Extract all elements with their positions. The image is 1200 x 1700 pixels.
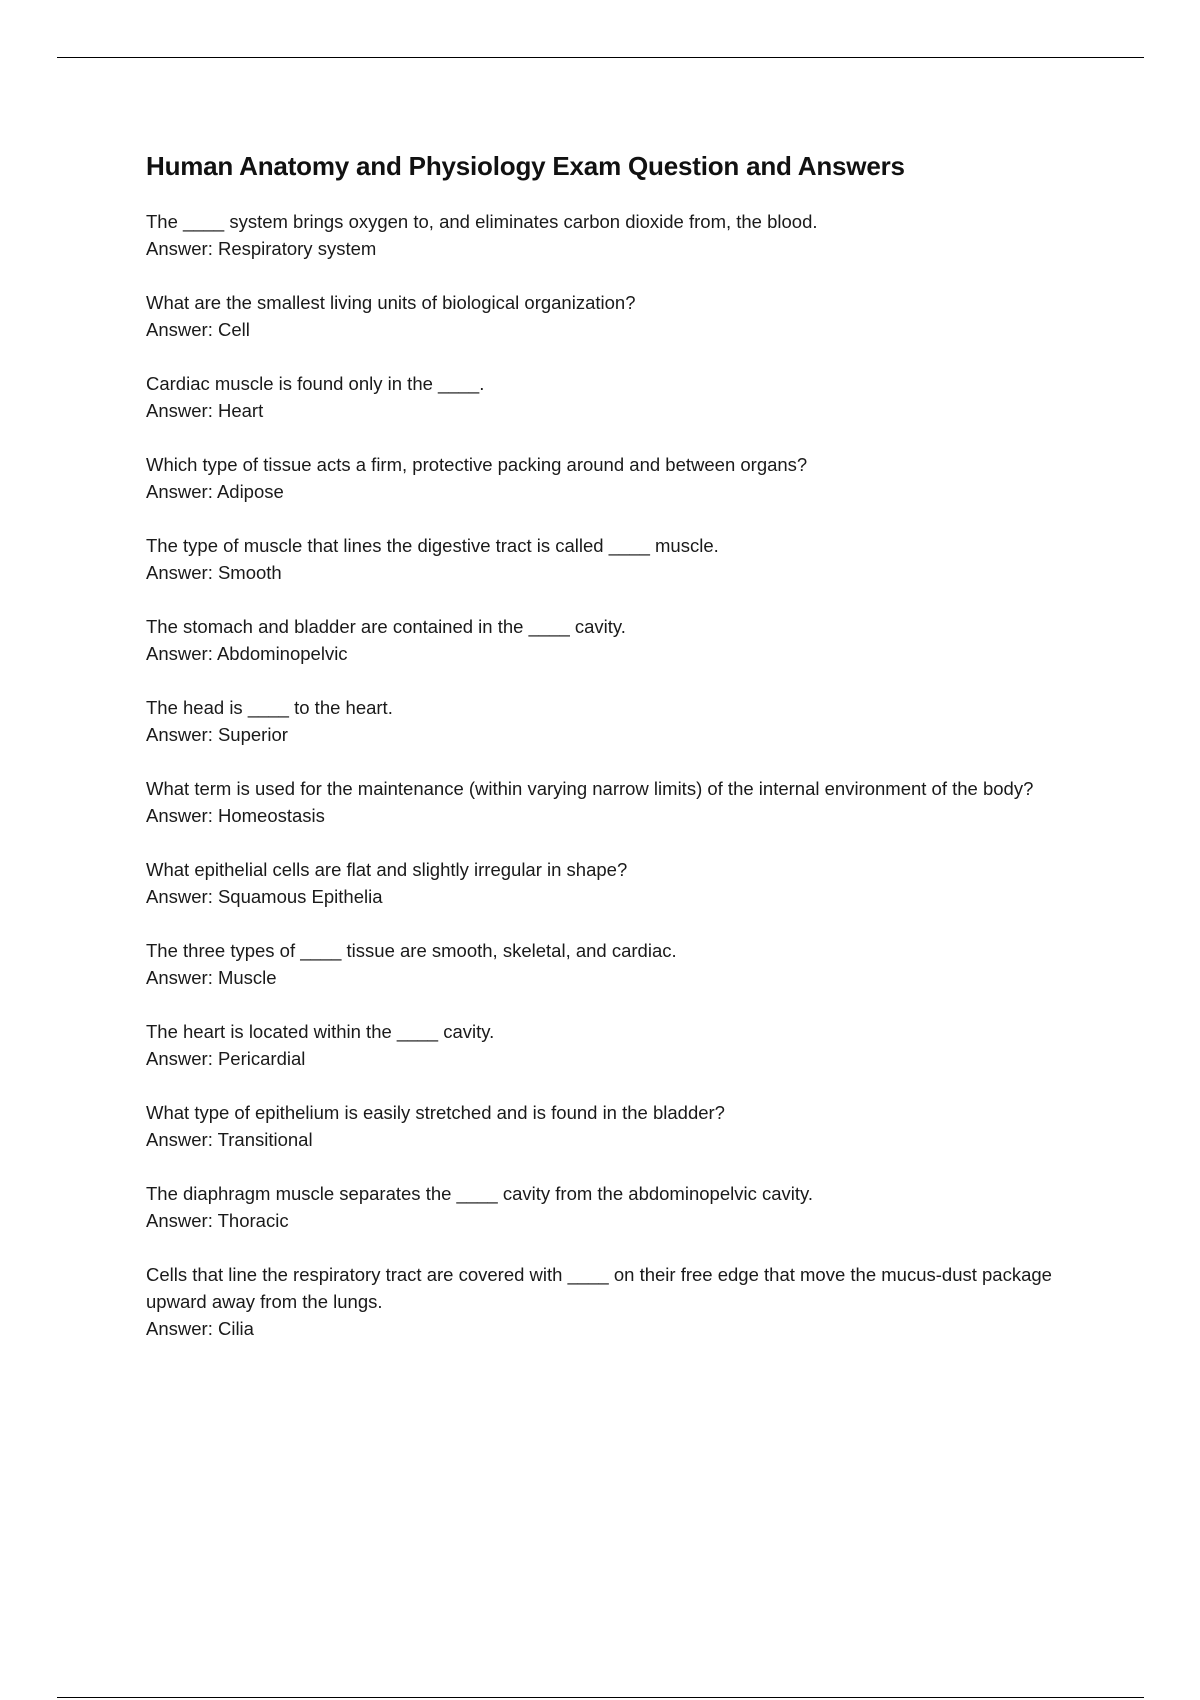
answer-text: Answer: Respiratory system [146,238,377,259]
question-text: The diaphragm muscle separates the ____ cavity from the abdominopelvic cavity. [146,1183,814,1204]
answer-text: Answer: Pericardial [146,1048,306,1069]
bottom-rule [57,1697,1144,1698]
qa-list [146,208,1096,1342]
answer-text: Answer: Muscle [146,967,277,988]
qa-item [146,451,1096,505]
qa-item [146,856,1096,910]
question-text: Cardiac muscle is found only in the ____. [146,373,485,394]
qa-item [146,289,1096,343]
page-title: Human Anatomy and Physiology Exam Question and Answers [146,151,905,181]
qa-item [146,1180,1096,1234]
qa-item [146,370,1096,424]
answer-text: Answer: Squamous Epithelia [146,886,383,907]
qa-item [146,1099,1096,1153]
qa-item [146,208,1096,262]
qa-item [146,775,1096,829]
top-rule [57,57,1144,58]
question-text: The three types of ____ tissue are smooth, skeletal, and cardiac. [146,940,677,961]
answer-text: Answer: Transitional [146,1129,313,1150]
qa-item [146,532,1096,586]
question-text: The stomach and bladder are contained in the ____ cavity. [146,616,626,637]
qa-item [146,694,1096,748]
document-body [146,146,1096,1369]
answer-text: Answer: Cilia [146,1318,254,1339]
question-text: The ____ system brings oxygen to, and eliminates carbon dioxide from, the blood. [146,211,818,232]
question-text: What type of epithelium is easily stretched and is found in the bladder? [146,1102,725,1123]
answer-text: Answer: Homeostasis [146,805,325,826]
qa-item [146,613,1096,667]
question-text: What term is used for the maintenance (within varying narrow limits) of the internal environment of the body? [146,778,1034,799]
answer-text: Answer: Cell [146,319,250,340]
question-text: Cells that line the respiratory tract are covered with ____ on their free edge that move the mucus-dust package upward away from the lungs. [146,1264,1052,1312]
qa-item [146,1261,1096,1342]
qa-item [146,937,1096,991]
question-text: Which type of tissue acts a firm, protective packing around and between organs? [146,454,808,475]
answer-text: Answer: Heart [146,400,264,421]
answer-text: Answer: Superior [146,724,288,745]
question-text: The type of muscle that lines the digestive tract is called ____ muscle. [146,535,719,556]
answer-text: Answer: Abdominopelvic [146,643,348,664]
question-text: What are the smallest living units of biological organization? [146,292,636,313]
answer-text: Answer: Thoracic [146,1210,289,1231]
question-text: The head is ____ to the heart. [146,697,393,718]
question-text: The heart is located within the ____ cavity. [146,1021,495,1042]
qa-item [146,1018,1096,1072]
question-text: What epithelial cells are flat and slightly irregular in shape? [146,859,628,880]
answer-text: Answer: Smooth [146,562,282,583]
answer-text: Answer: Adipose [146,481,284,502]
